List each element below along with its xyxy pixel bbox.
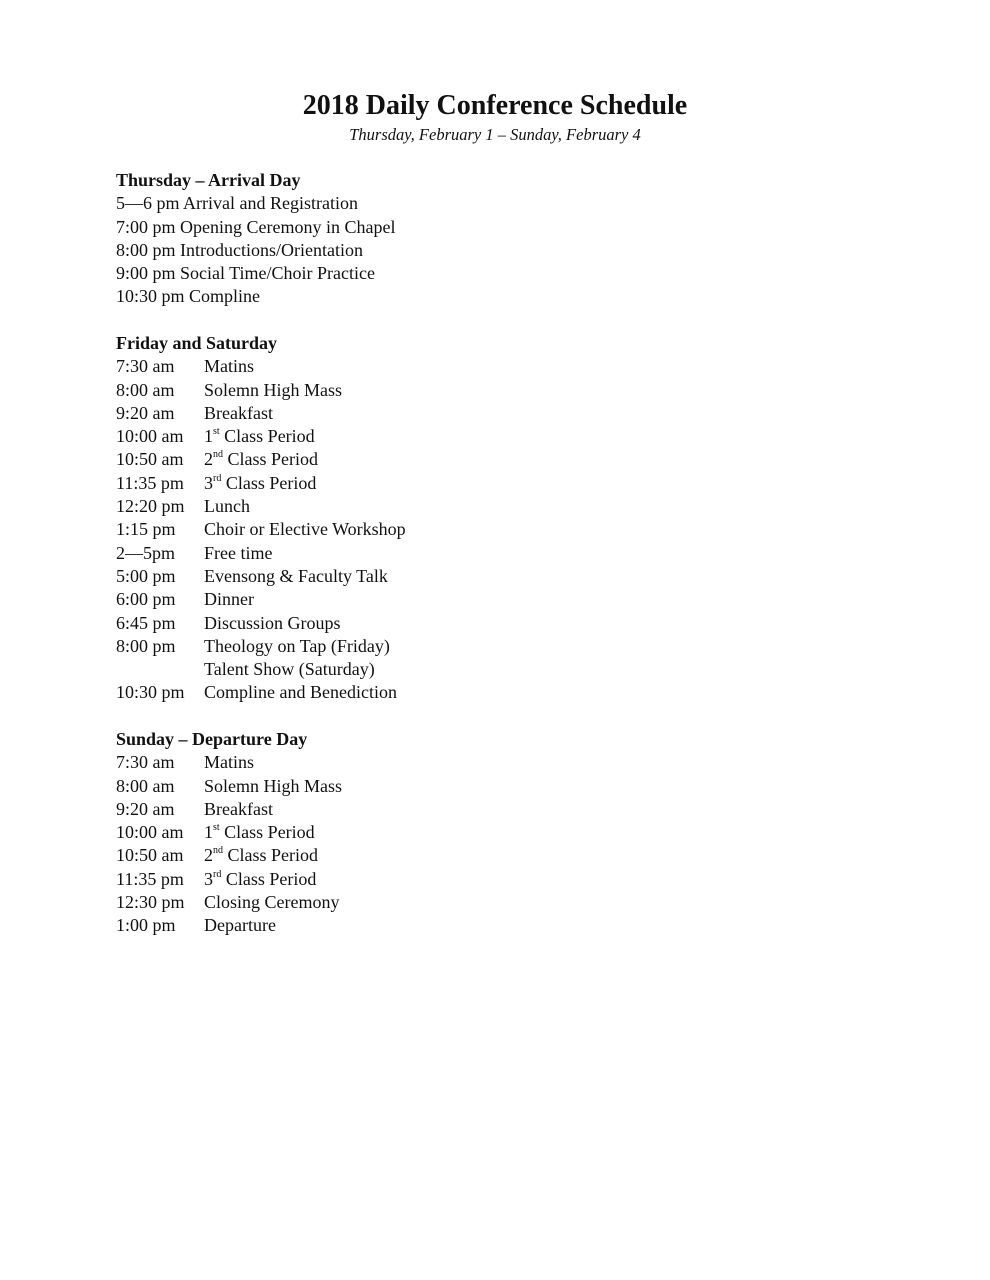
schedule-time: 7:30 am: [116, 752, 175, 773]
event-label: Compline and Benediction: [204, 682, 397, 703]
page-subtitle: Thursday, February 1 – Sunday, February 4: [349, 125, 641, 144]
event-label: Solemn High Mass: [204, 379, 343, 400]
event-label: Dinner: [204, 589, 254, 610]
schedule-time: 10:00 am: [116, 822, 184, 843]
schedule-row: [116, 891, 816, 914]
schedule-time: 1:15 pm: [116, 519, 176, 540]
schedule-row: [116, 565, 816, 588]
schedule-time: 10:50 am: [116, 845, 184, 866]
schedule-event: [204, 448, 816, 471]
event-label: Talent Show (Saturday): [204, 659, 375, 680]
schedule-event: [204, 658, 816, 681]
schedule-row: [116, 495, 816, 518]
schedule-event: [204, 355, 816, 378]
ordinal-suffix: nd: [213, 845, 223, 857]
ordinal-number: 1: [204, 426, 213, 447]
schedule-row: [116, 355, 816, 378]
schedule-time: 10:30 pm: [116, 682, 185, 703]
schedule-event: [204, 425, 816, 448]
event-label: Class Period: [227, 449, 319, 470]
schedule-rows: [116, 355, 816, 704]
schedule-line: 7:00 pm Opening Ceremony in Chapel: [116, 216, 396, 237]
schedule-event: [204, 868, 816, 891]
schedule-row: [116, 658, 816, 681]
schedule-time: 12:30 pm: [116, 892, 185, 913]
event-label: Breakfast: [204, 798, 273, 819]
ordinal-suffix: st: [213, 822, 220, 834]
schedule-time: 1:00 pm: [116, 915, 176, 936]
schedule-row: [116, 775, 816, 798]
schedule-row: [116, 751, 816, 774]
event-label: Free time: [204, 542, 273, 563]
schedule-event: [204, 844, 816, 867]
schedule-time: 6:00 pm: [116, 589, 176, 610]
schedule-event: [204, 914, 816, 937]
schedule-time: 8:00 pm: [116, 635, 176, 656]
section-heading: Sunday – Departure Day: [116, 729, 308, 749]
schedule-event: [204, 542, 816, 565]
schedule-time: 11:35 pm: [116, 868, 184, 889]
schedule-row: [116, 821, 816, 844]
schedule-row: [116, 379, 816, 402]
schedule-row: [116, 612, 816, 635]
schedule-row: [116, 868, 816, 891]
schedule-line: 10:30 pm Compline: [116, 286, 260, 307]
schedule-time: 9:20 am: [116, 402, 175, 423]
event-label: Breakfast: [204, 402, 273, 423]
schedule-event: [204, 518, 816, 541]
schedule-row: [116, 518, 816, 541]
schedule-time: 11:35 pm: [116, 472, 184, 493]
event-label: Theology on Tap (Friday): [204, 635, 390, 656]
schedule-row: [116, 681, 816, 704]
schedule-row: [116, 472, 816, 495]
ordinal-number: 3: [204, 868, 213, 889]
event-label: Matins: [204, 356, 255, 377]
event-label: Class Period: [225, 868, 317, 889]
schedule-time: 8:00 am: [116, 775, 175, 796]
ordinal-suffix: rd: [213, 472, 222, 484]
schedule-line: 8:00 pm Introductions/Orientation: [116, 239, 363, 260]
ordinal-suffix: nd: [213, 449, 223, 461]
schedule-event: [204, 798, 816, 821]
event-label: Matins: [204, 752, 255, 773]
schedule-time: 7:30 am: [116, 356, 175, 377]
event-label: Class Period: [225, 472, 317, 493]
ordinal-number: 2: [204, 449, 213, 470]
schedule-event: [204, 612, 816, 635]
schedule-line: 9:00 pm Social Time/Choir Practice: [116, 263, 375, 284]
section-heading: Friday and Saturday: [116, 333, 278, 353]
event-label: Solemn High Mass: [204, 775, 343, 796]
event-label: Class Period: [224, 822, 315, 843]
event-label: Discussion Groups: [204, 612, 341, 633]
schedule-time: 5:00 pm: [116, 565, 176, 586]
schedule-row: [116, 448, 816, 471]
schedule-event: [204, 635, 816, 658]
schedule-event: [204, 891, 816, 914]
page-title: 2018 Daily Conference Schedule: [302, 90, 688, 121]
schedule-event: [204, 821, 816, 844]
section-thursday: [116, 169, 816, 309]
event-label: Departure: [204, 915, 276, 936]
schedule-row: [116, 635, 816, 658]
event-label: Lunch: [204, 496, 250, 517]
schedule-event: [204, 751, 816, 774]
schedule-time: 2—5pm: [116, 542, 176, 563]
schedule-row: [116, 542, 816, 565]
schedule-time: 12:20 pm: [116, 496, 185, 517]
schedule-time: 10:00 am: [116, 426, 184, 447]
schedule-row: [116, 402, 816, 425]
section-heading: Thursday – Arrival Day: [116, 170, 301, 190]
schedule-time: 6:45 pm: [116, 612, 176, 633]
schedule-event: [204, 379, 816, 402]
schedule-time: 8:00 am: [116, 379, 175, 400]
event-label: Closing Ceremony: [204, 892, 340, 913]
schedule-rows: [116, 751, 816, 937]
schedule-time: 9:20 am: [116, 798, 175, 819]
ordinal-number: 1: [204, 822, 213, 843]
section-friday-saturday: [116, 332, 816, 705]
event-label: Class Period: [224, 426, 315, 447]
schedule-row: [116, 844, 816, 867]
schedule-event: [204, 681, 816, 704]
event-label: Class Period: [227, 845, 319, 866]
schedule-row: [116, 425, 816, 448]
section-sunday: [116, 728, 816, 938]
schedule-event: [204, 565, 816, 588]
ordinal-number: 2: [204, 845, 213, 866]
event-label: Choir or Elective Workshop: [204, 519, 406, 540]
ordinal-suffix: rd: [213, 868, 222, 880]
schedule-time: [116, 658, 204, 681]
schedule-row: [116, 798, 816, 821]
schedule-event: [204, 495, 816, 518]
schedule-event: [204, 588, 816, 611]
event-label: Evensong & Faculty Talk: [204, 565, 388, 586]
schedule-event: [204, 402, 816, 425]
ordinal-suffix: st: [213, 426, 220, 438]
schedule-event: [204, 775, 816, 798]
schedule-line: 5—6 pm Arrival and Registration: [116, 193, 358, 214]
schedule-time: 10:50 am: [116, 449, 184, 470]
schedule-event: [204, 472, 816, 495]
schedule-row: [116, 588, 816, 611]
schedule-row: [116, 914, 816, 937]
ordinal-number: 3: [204, 472, 213, 493]
